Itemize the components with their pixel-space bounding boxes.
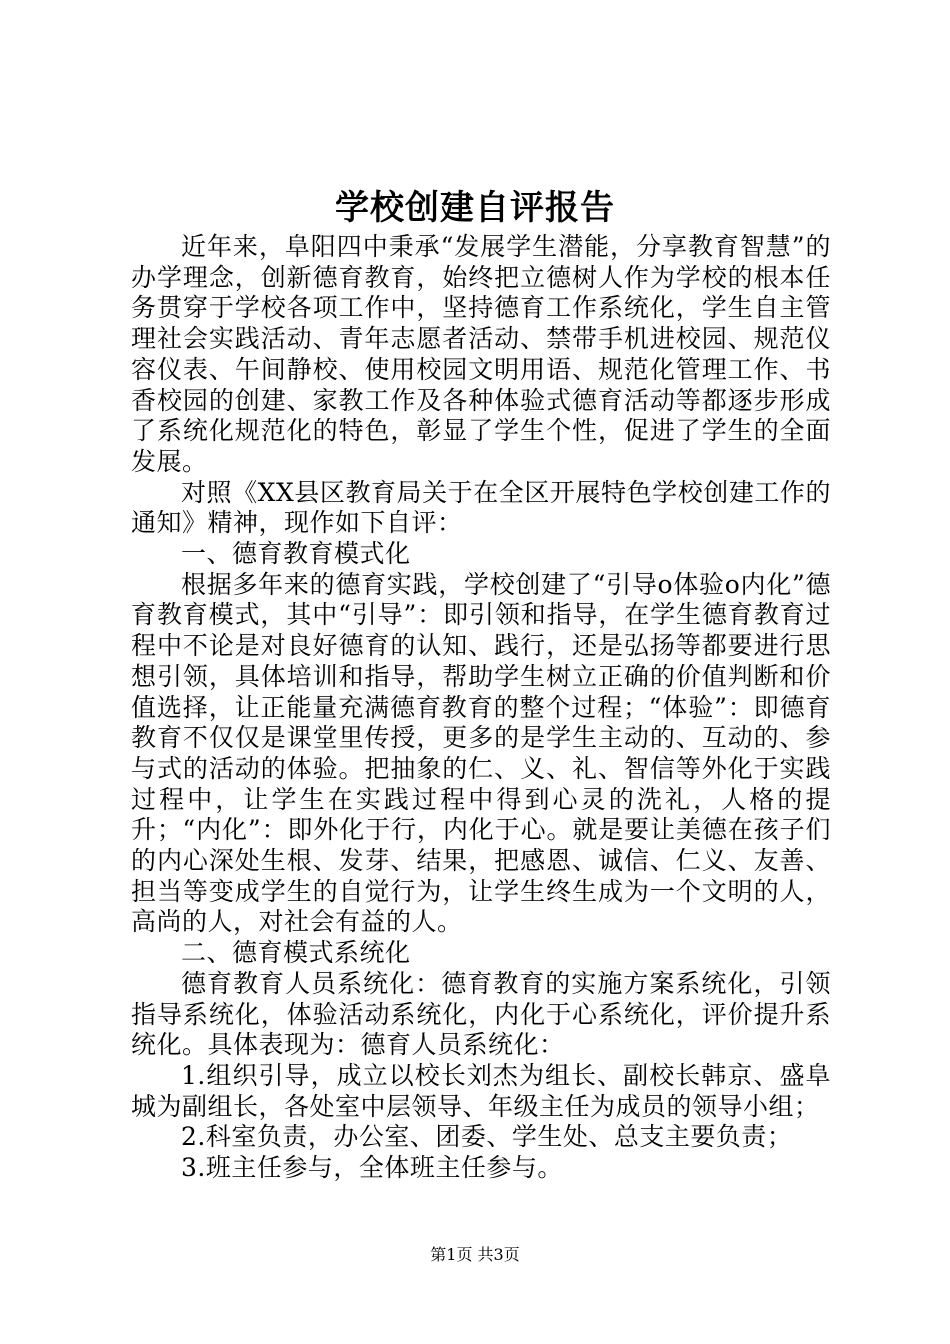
section-heading-2: 二、德育模式系统化	[181, 938, 411, 968]
paragraph-reference: 对照《XX县区教育局关于在全区开展特色学校创建工作的通知》精神，现作如下自评：	[131, 477, 831, 538]
paragraph-intro: 近年来，阜阳四中秉承“发展学生潜能，分享教育智慧”的办学理念，创新德育教育，始终把立德树人作为学校的根本任务贯穿于学校各项工作中，坚持德育工作系统化，学生自主管理社会实践活动、青年志愿者活动、禁带手机进校园、规范仪容仪表、午间静校、使用校园文明用语、规范化管理工作、书香校园的创建、家教工作及各种体验式德育活动等都逐步形成了系统化规范化的特色，彰显了学生个性，促进了学生的全面发展。	[131, 232, 831, 476]
document-title: 学校创建自评报告	[335, 188, 615, 228]
section-heading-1: 一、德育教育模式化	[181, 539, 411, 569]
list-item-3: 3.班主任参与，全体班主任参与。	[181, 1153, 563, 1183]
page-number: 第1页 共3页	[430, 1245, 520, 1264]
document-body	[131, 232, 831, 1184]
paragraph-system: 德育教育人员系统化：德育教育的实施方案系统化，引领指导系统化，体验活动系统化，内化于心系统化，评价提升系统化。具体表现为：德育人员系统化：	[131, 968, 831, 1060]
paragraph-model: 根据多年来的德育实践，学校创建了“引导ο体验ο内化”德育教育模式，其中“引导”：即引领和指导，在学生德育教育过程中不论是对良好德育的认知、践行，还是弘扬等都要进行思想引领，具体培训和指导，帮助学生树立正确的价值判断和价值选择，让正能量充满德育教育的整个过程；“体验”：即德育教育不仅仅是课堂里传授，更多的是学生主动的、互动的、参与式的活动的体验。把抽象的仁、义、礼、智信等外化于实践过程中，让学生在实践过程中得到心灵的洗礼，人格的提升；“内化”：即外化于行，内化于心。就是要让美德在孩子们的内心深处生根、发芽、结果，把感恩、诚信、仁义、友善、担当等变成学生的自觉行为，让学生终生成为一个文明的人，高尚的人，对社会有益的人。	[131, 569, 831, 937]
list-item-1: 1.组织引导，成立以校长刘杰为组长、副校长韩京、盛阜城为副组长，各处室中层领导、年级主任为成员的领导小组；	[131, 1060, 831, 1121]
list-item-2: 2.科室负责，办公室、团委、学生处、总支主要负责；	[181, 1122, 793, 1152]
